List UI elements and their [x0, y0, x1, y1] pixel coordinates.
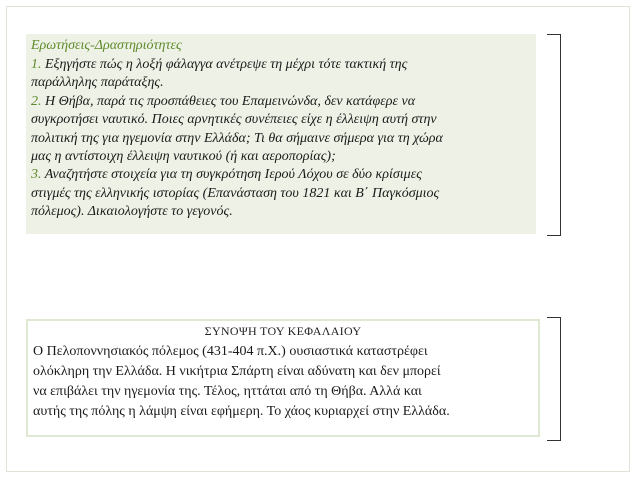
question-line: μας η αντίστοιχη έλλειψη ναυτικού (ή και αεροπορίας);: [31, 149, 336, 165]
right-bracket-bottom: [547, 317, 561, 441]
summary-line: να επιβάλει την ηγεμονία της. Τέλος, ηττάται από τη Θήβα. Αλλά και: [33, 384, 422, 399]
summary-line: Ο Πελοποννησιακός πόλεμος (431-404 π.Χ.) ουσιαστικά καταστρέφει: [33, 344, 428, 359]
questions-heading: Ερωτήσεις-Δραστηριότητες: [31, 38, 182, 53]
question-line: πολιτική της για ηγεμονία στην Ελλάδα; Τι θα σήμαινε σήμερα για τη χώρα: [31, 130, 443, 146]
question-line: συγκροτήσει ναυτικό. Ποιες αρνητικές συνέπειες είχε η έλλειψη αυτή στην: [31, 112, 437, 128]
summary-line: αυτής της πόλης η λάμψη είναι εφήμερη. Το χάος κυριαρχεί στην Ελλάδα.: [33, 404, 450, 419]
question-line: 3. Αναζητήστε στοιχεία για τη συγκρότηση Ιερού Λόχου σε δύο κρίσιμες: [31, 167, 422, 183]
question-line: 2. Η Θήβα, παρά τις προσπάθειες του Επαμεινώνδα, δεν κατάφερε να: [31, 93, 416, 109]
questions-list: [31, 56, 531, 222]
summary-line: ολόκληρη την Ελλάδα. Η νικήτρια Σπάρτη είναι αδύνατη και δεν μπορεί: [33, 364, 441, 379]
question-line: 1. Εξηγήστε πώς η λοξή φάλαγγα ανέτρεψε τη μέχρι τότε τακτική της: [31, 57, 408, 72]
right-bracket-top: [547, 34, 561, 236]
question-line: πόλεμος). Δικαιολογήστε το γεγονός.: [31, 204, 233, 220]
summary-body: [33, 342, 538, 422]
question-line: στιγμές της ελληνικής ιστορίας (Επανάσταση του 1821 και Β΄ Παγκόσμιος: [31, 185, 440, 201]
question-line: παράλληλης παράταξης.: [31, 75, 164, 91]
summary-title: ΣΥΝΟΨΗ ΤΟΥ ΚΕΦΑΛΑΙΟΥ: [204, 324, 362, 338]
